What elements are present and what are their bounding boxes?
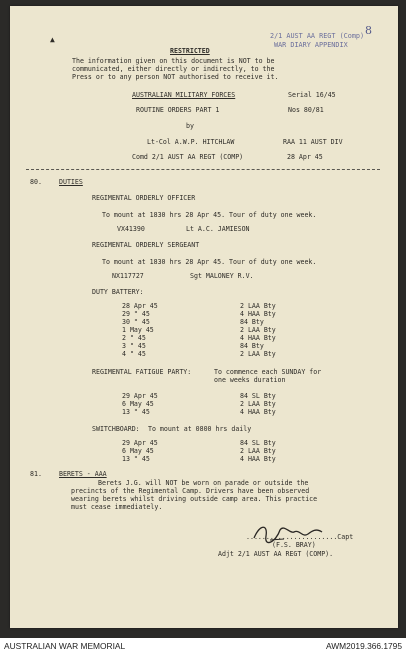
duty-battery-title: DUTY BATTERY: (92, 288, 144, 296)
by-text: by (186, 122, 194, 130)
roo-title: REGIMENTAL ORDERLY OFFICER (92, 194, 196, 202)
section-81-text3: wearing berets whilst driving outside camp area. This practice (71, 495, 318, 503)
duty-battery: 4 HAA Bty (240, 334, 276, 342)
section-81-heading: BERETS - AAA (59, 470, 107, 478)
duty-date: 3 " 45 (122, 342, 146, 350)
switchboard-date: 6 May 45 (122, 447, 154, 455)
duty-battery: 2 LAA Bty (240, 326, 276, 334)
fatigue-date: 29 Apr 45 (122, 392, 158, 400)
ros-name: Sgt MALONEY R.V. (190, 272, 254, 280)
duty-battery: 2 LAA Bty (240, 350, 276, 358)
roo-number: VX41390 (117, 225, 145, 233)
fatigue-text2: one weeks duration (214, 376, 286, 384)
ros-number: NX117727 (112, 272, 144, 280)
warning-line3: Press or to any person NOT authorised to receive it. (72, 73, 279, 81)
orders-title: ROUTINE ORDERS PART 1 (136, 106, 220, 114)
signatory-name: (F.S. BRAY) (272, 541, 316, 549)
orders-nos: Nos 80/81 (288, 106, 324, 114)
commander-name: Lt-Col A.W.P. HITCHLAW (147, 138, 235, 146)
switchboard-date: 29 Apr 45 (122, 439, 158, 447)
duty-battery: 84 Bty (240, 342, 264, 350)
section-81-number: 81. (30, 470, 42, 478)
section-80-number: 80. (30, 178, 42, 186)
signature-line: .......................Capt (246, 533, 354, 541)
duty-date: 4 " 45 (122, 350, 146, 358)
warning-line2: communicated, either directly or indirectly, to the (72, 65, 275, 73)
document-page (10, 6, 398, 628)
warning-line1: The information given on this document is NOT to be (72, 57, 275, 65)
footer-accession-number: AWM2019.366.1795 (325, 641, 402, 651)
fatigue-battery: 2 LAA Bty (240, 400, 276, 408)
section-81-text1: Berets J.G. will NOT be worn on parade or outside the (98, 479, 309, 487)
fatigue-text1: To commence each SUNDAY for (214, 368, 322, 376)
roo-text: To mount at 1830 hrs 28 Apr 45. Tour of duty one week. (102, 211, 317, 219)
punch-mark-icon: ▲ (50, 35, 55, 44)
section-81-text2: precincts of the Regimental Camp. Drivers have been observed (71, 487, 310, 495)
duty-battery: 4 HAA Bty (240, 310, 276, 318)
section-80-heading: DUTIES (59, 178, 83, 186)
duty-battery: 2 LAA Bty (240, 302, 276, 310)
duty-battery: 84 Bty (240, 318, 264, 326)
ros-text: To mount at 1830 hrs 28 Apr 45. Tour of duty one week. (102, 258, 317, 266)
order-date: 28 Apr 45 (287, 153, 323, 161)
switchboard-battery: 2 LAA Bty (240, 447, 276, 455)
division: RAA 11 AUST DIV (283, 138, 343, 146)
fatigue-date: 6 May 45 (122, 400, 154, 408)
switchboard-title: SWITCHBOARD: (92, 425, 140, 433)
war-diary-stamp-line2: WAR DIARY APPENDIX (274, 41, 348, 49)
duty-date: 28 Apr 45 (122, 302, 158, 310)
section-81-text4: must cease immediately. (71, 503, 163, 511)
war-diary-stamp-line1: 2/1 AUST AA REGT (Comp) (270, 32, 365, 40)
switchboard-text: To mount at 0800 hrs daily (148, 425, 252, 433)
switchboard-battery: 4 HAA Bty (240, 455, 276, 463)
classification: RESTRICTED (170, 47, 210, 55)
switchboard-date: 13 " 45 (122, 455, 150, 463)
separator-line (26, 169, 380, 170)
roo-name: Lt A.C. JAMIESON (186, 225, 250, 233)
unit-commander: Comd 2/1 AUST AA REGT (COMP) (132, 153, 244, 161)
page-mark: 8 (365, 24, 372, 37)
serial-number: Serial 16/45 (288, 91, 336, 99)
fatigue-date: 13 " 45 (122, 408, 150, 416)
fatigue-battery: 4 HAA Bty (240, 408, 276, 416)
switchboard-battery: 84 SL Bty (240, 439, 276, 447)
signatory-title: Adjt 2/1 AUST AA REGT (COMP). (218, 550, 334, 558)
duty-date: 29 " 45 (122, 310, 150, 318)
fatigue-title: REGIMENTAL FATIGUE PARTY: (92, 368, 192, 376)
footer-institution: AUSTRALIAN WAR MEMORIAL (4, 641, 126, 651)
footer-bar (0, 639, 406, 653)
org-title: AUSTRALIAN MILITARY FORCES (132, 91, 236, 99)
duty-date: 30 " 45 (122, 318, 150, 326)
ros-title: REGIMENTAL ORDERLY SERGEANT (92, 241, 200, 249)
duty-date: 2 " 45 (122, 334, 146, 342)
fatigue-battery: 84 SL Bty (240, 392, 276, 400)
duty-date: 1 May 45 (122, 326, 154, 334)
